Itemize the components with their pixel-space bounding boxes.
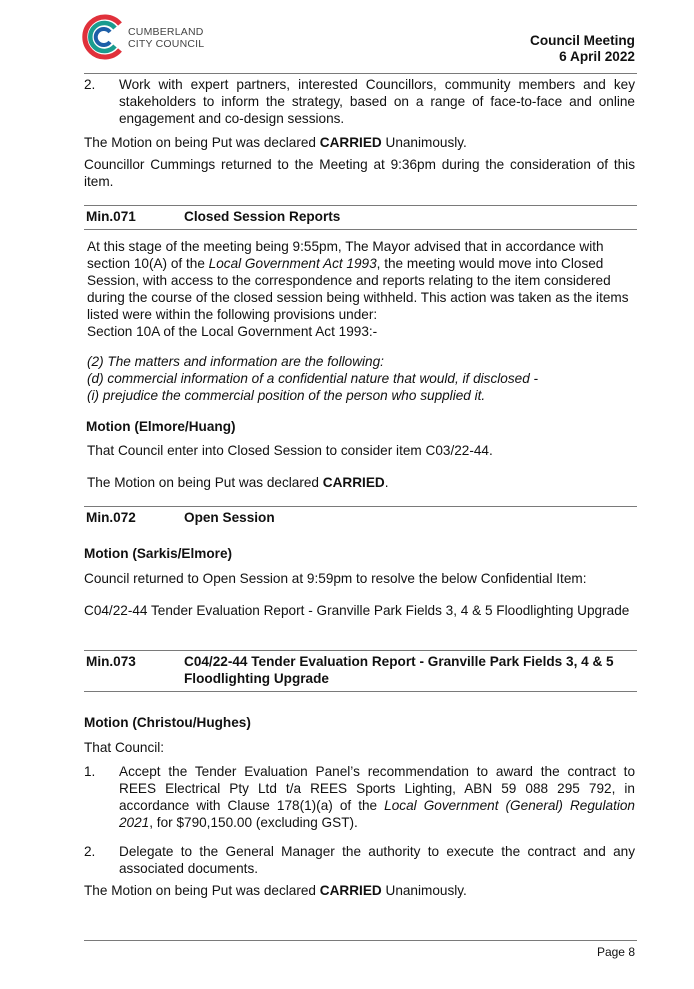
min071-paragraph bbox=[87, 238, 632, 340]
org-name bbox=[128, 26, 204, 50]
min072-label: Min.072 bbox=[86, 510, 136, 525]
rule-min072 bbox=[84, 506, 637, 507]
council-logo-icon bbox=[80, 14, 126, 60]
rule-min073 bbox=[84, 650, 637, 651]
min071-label: Min.071 bbox=[86, 209, 136, 224]
min073-item1-text bbox=[119, 763, 635, 831]
carried-word: CARRIED bbox=[319, 135, 382, 150]
min071-section: Section 10A of the Local Government Act 1993:- bbox=[87, 324, 378, 339]
min071-title: Closed Session Reports bbox=[184, 209, 341, 224]
carried-word: CARRIED bbox=[322, 475, 385, 490]
org-name-line2: CITY COUNCIL bbox=[128, 38, 205, 50]
top-item2-number: 2. bbox=[84, 77, 96, 92]
min071-carried bbox=[87, 474, 389, 491]
min072-motion: Motion (Sarkis/Elmore) bbox=[84, 546, 233, 561]
item1-regulation: Local Government (General) Regulation 2021 bbox=[119, 798, 635, 830]
min071-para-act: Local Government Act 1993 bbox=[208, 256, 377, 271]
rule-min071 bbox=[84, 205, 637, 206]
min073-that: That Council: bbox=[84, 740, 165, 755]
min073-item1-number: 1. bbox=[84, 764, 96, 779]
provision-line1: (2) The matters and information are the following: bbox=[87, 354, 384, 369]
min071-resolution: That Council enter into Closed Session to consider item C03/22-44. bbox=[87, 443, 493, 458]
min071-motion: Motion (Elmore/Huang) bbox=[86, 419, 236, 434]
footer-rule bbox=[84, 940, 637, 941]
min073-label: Min.073 bbox=[86, 654, 136, 669]
header-rule bbox=[84, 73, 637, 74]
meeting-name: Council Meeting bbox=[530, 33, 635, 48]
carried-prefix: The Motion on being Put was declared bbox=[84, 135, 320, 150]
min073-motion: Motion (Christou/Hughes) bbox=[84, 715, 251, 730]
min071-para-prefix: At this stage of the meeting being 9:55pm, The Mayor advised that in accordance with section 10(A) of the bbox=[87, 239, 604, 271]
min073-title: C04/22-44 Tender Evaluation Report - Granville Park Fields 3, 4 & 5 Floodlighting Upgrade bbox=[184, 654, 614, 686]
min071-provisions bbox=[87, 353, 632, 404]
top-carried bbox=[84, 134, 635, 151]
min073-item2-number: 2. bbox=[84, 844, 96, 859]
rule-min071-bottom bbox=[84, 229, 637, 230]
carried-suffix: Unanimously. bbox=[381, 135, 467, 150]
provision-line2: (d) commercial information of a confidential nature that would, if disclosed - bbox=[87, 371, 539, 386]
carried-prefix: The Motion on being Put was declared bbox=[84, 883, 320, 898]
min073-item2-text: Delegate to the General Manager the authority to execute the contract and any associated documents. bbox=[119, 844, 635, 876]
carried-suffix: Unanimously. bbox=[381, 883, 467, 898]
carried-prefix: The Motion on being Put was declared bbox=[87, 475, 323, 490]
meeting-date: 6 April 2022 bbox=[559, 49, 635, 64]
council-logo bbox=[80, 14, 126, 60]
org-name-line1: CUMBERLAND bbox=[128, 26, 204, 38]
top-item2-text: Work with expert partners, interested Councillors, community members and key stakeholders to inform the strategy, based on a range of face-to-face and online engagement and co-design sessions. bbox=[119, 77, 635, 126]
min072-title: Open Session bbox=[184, 510, 275, 525]
min072-text: Council returned to Open Session at 9:59pm to resolve the below Confidential Item: bbox=[84, 571, 587, 586]
item1-suffix: , for $790,150.00 (excluding GST). bbox=[149, 815, 358, 830]
carried-word: CARRIED bbox=[319, 883, 382, 898]
provision-line3: (i) prejudice the commercial position of the person who supplied it. bbox=[87, 388, 486, 403]
return-text: Councillor Cummings returned to the Meeting at 9:36pm during the consideration of this item. bbox=[84, 157, 635, 189]
meeting-title bbox=[530, 33, 635, 65]
rule-min073-bottom bbox=[84, 691, 637, 692]
carried-suffix: . bbox=[384, 475, 389, 490]
min071-para-suffix: , the meeting would move into Closed Session, with access to the correspondence and reports relating to the item considered during the course of the closed session being withheld. This action was taken as the items listed were within the following provisions under: bbox=[87, 256, 629, 322]
min072-item: C04/22-44 Tender Evaluation Report - Granville Park Fields 3, 4 & 5 Floodlighting Upgrade bbox=[84, 603, 630, 618]
page-number: Page 8 bbox=[596, 945, 635, 959]
item1-prefix: Accept the Tender Evaluation Panel’s recommendation to award the contract to REES Electrical Pty Ltd t/a REES Sports Lighting, ABN 59 088 295 792, in accordance with Clause 178(1)(a) of the bbox=[119, 764, 635, 813]
min073-carried bbox=[84, 882, 635, 899]
